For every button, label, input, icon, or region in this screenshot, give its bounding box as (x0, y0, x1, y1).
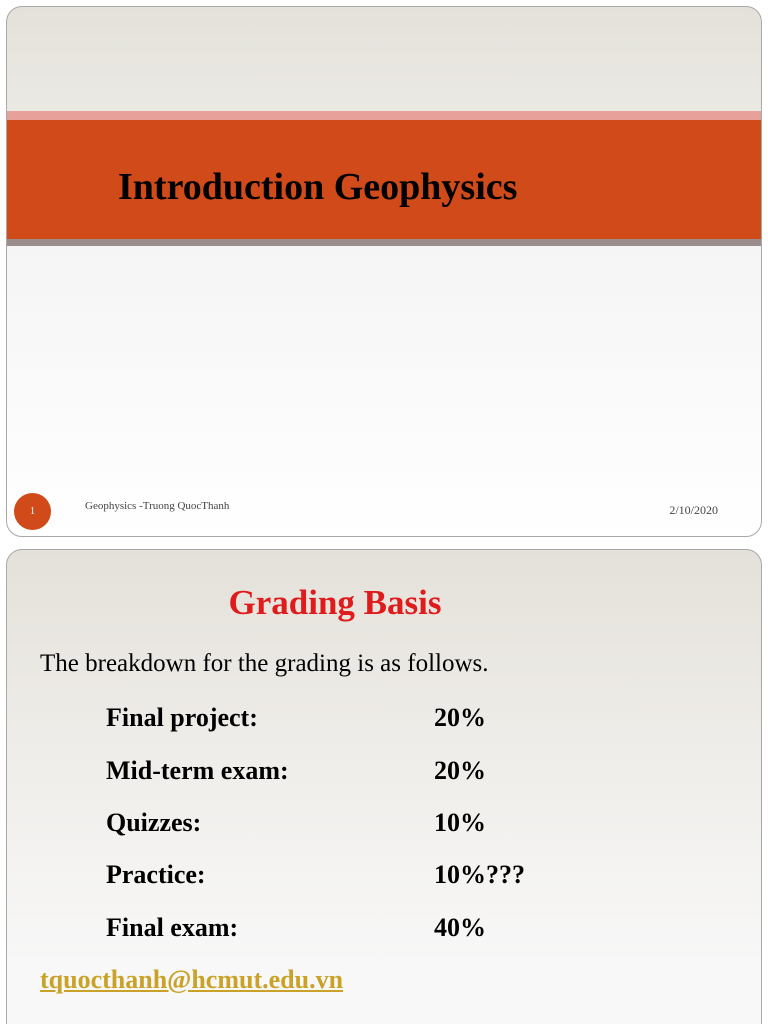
title-slide (6, 6, 762, 537)
grade-value: 40% (434, 913, 486, 942)
slide-title: Introduction Geophysics (118, 166, 518, 208)
title-band-bottom-stripe (7, 239, 761, 246)
footer-text: Geophysics -Truong QuocThanh (85, 500, 230, 512)
grade-label: Final project: (106, 703, 258, 732)
grade-value: 10% (434, 808, 486, 837)
grade-label: Mid-term exam: (106, 756, 289, 785)
grading-title: Grading Basis (228, 583, 442, 622)
footer-date: 2/10/2020 (669, 503, 718, 517)
grade-value: 10%??? (434, 860, 525, 889)
grading-intro: The breakdown for the grading is as follows. (40, 650, 489, 677)
page-number: 1 (30, 506, 35, 517)
grade-label: Quizzes: (106, 808, 202, 837)
title-band-top-stripe (7, 111, 761, 120)
email-link[interactable]: tquocthanh@hcmut.edu.vn (40, 965, 344, 994)
grade-value: 20% (434, 756, 486, 785)
grade-value: 20% (434, 703, 486, 732)
grade-label: Practice: (106, 860, 206, 889)
page-number-badge (14, 493, 51, 530)
grade-label: Final exam: (106, 913, 239, 942)
grading-slide (6, 549, 762, 1024)
